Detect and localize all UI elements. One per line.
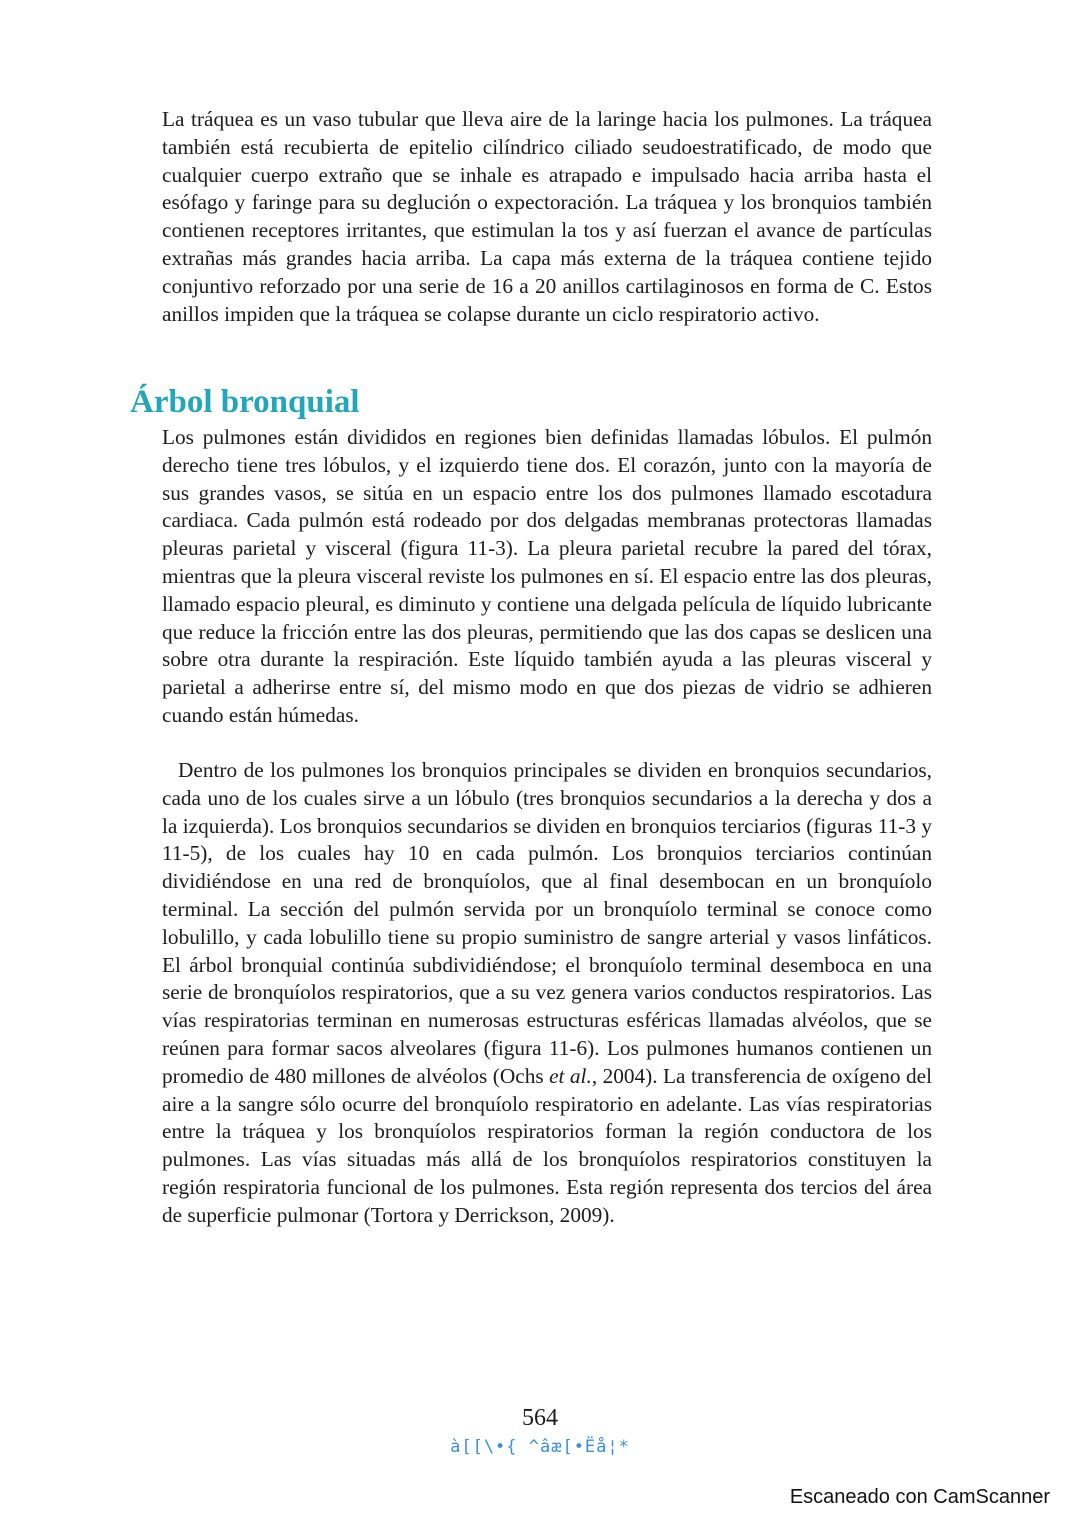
citation-et-al: et al. [549,1063,592,1088]
paragraph-lungs-pleura: Los pulmones están divididos en regiones bien definidas llamadas lóbulos. El pulmón derecho tiene tres lóbulos, y el izquierdo tiene dos. El corazón, junto con la mayoría de sus grandes vasos, se sitúa en un espacio entre los dos pulmones llamado escotadura cardiaca. Cada pulmón está rodeado por dos delgadas membranas protectoras llamadas pleuras parietal y visceral (figura 11-3). La pleura parietal recubre la pared del tórax, mientras que la pleura visceral reviste los pulmones en sí. El espacio entre las dos pleuras, llamado espacio pleural, es diminuto y contiene una delgada película de líquido lubricante que reduce la fricción entre las dos pleuras, permitiendo que las dos capas se deslicen una sobre otra durante la respiración. Este líquido también ayuda a las pleuras visceral y parietal a adherirse entre sí, del mismo modo en que dos piezas de vidrio se adhieren cuando están húmedas. [162,425,932,727]
paragraph-trachea: La tráquea es un vaso tubular que lleva aire de la laringe hacia los pulmones. La tráquea también está recubierta de epitelio cilíndrico ciliado seudoestratificado, de modo que cualquier cuerpo extraño que se inhale es atrapado e impulsado hacia arriba hasta el esófago y faringe para su deglución o expectoración. La tráquea y los bronquios también contienen receptores irritantes, que estimulan la tos y así fuerzan el avance de partículas extrañas más grandes hacia arriba. La capa más externa de la tráquea contiene tejido conjuntivo reforzado por una serie de 16 a 20 anillos cartilaginosos en forma de C. Estos anillos impiden que la tráquea se colapse durante un ciclo respiratorio activo. [162,107,932,326]
paragraph-bronchi-text-1: Dentro de los pulmones los bronquios principales se dividen en bronquios secundarios, cada uno de los cuales sirve a un lóbulo (tres bronquios secundarios a la derecha y dos a la izquierda). Los bronquios secundarios se dividen en bronquios terciarios (figuras 11-3 y 11-5), de los cuales hay 10 en cada pulmón. Los bronquios terciarios continúan dividiéndose en una red de bronquíolos, que al final desembocan en un bronquíolo terminal. La sección del pulmón servida por un bronquíolo terminal se conoce como lobulillo, y cada lobulillo tiene su propio suministro de sangre arterial y vasos linfáticos. El árbol bronquial continúa subdividiéndose; el bronquíolo terminal desemboca en una serie de bronquíolos respiratorios, que a su vez genera varios conductos respiratorios. Las vías respiratorias terminan en numerosas estructuras esféricas llamadas alvéolos, que se reúnen para formar sacos alveolares (figura 11-6). Los pulmones humanos contienen un promedio de 480 millones de alvéolos (Ochs [162,758,932,1088]
section-heading: Árbol bronquial [130,384,360,420]
footer-garbled-text: à[[\•{ ^âæ[•Ëå¦* [450,1437,630,1457]
camscanner-watermark: Escaneado con CamScanner [789,1486,1050,1508]
page-number: 564 [522,1405,558,1431]
paragraph-bronchi [162,757,932,1230]
paragraph-bronchi-text-2: , 2004). La transferencia de oxígeno del aire a la sangre sólo ocurre del bronquíolo respiratorio en adelante. Las vías respiratorias entre la tráquea y los bronquíolos respiratorios forman la región conductora de los pulmones. Las vías situadas más allá de los bronquíolos respiratorios constituyen la región respiratoria funcional de los pulmones. Esta región representa dos tercios del área de superficie pulmonar (Tortora y Derrickson, 2009). [162,1063,932,1227]
